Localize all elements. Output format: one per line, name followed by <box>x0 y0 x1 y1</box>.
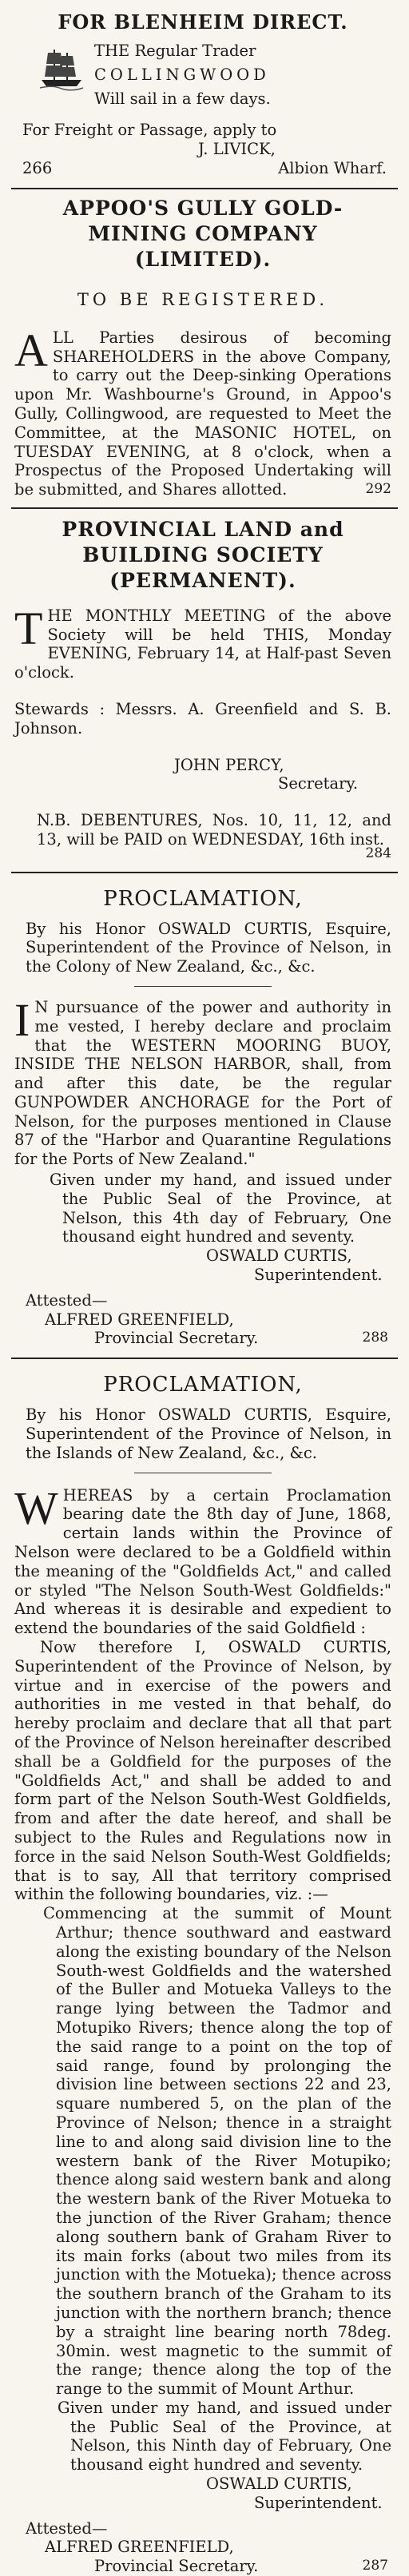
ad-ref-number: 266 <box>22 158 53 177</box>
signer-name: OSWALD CURTIS, <box>206 1246 352 1266</box>
attester-role: Provincial Secretary. <box>94 2557 259 2576</box>
drop-cap: T <box>14 602 43 654</box>
signer-role: Secretary. <box>278 774 359 793</box>
agent-address: Albion Wharf. <box>278 158 387 177</box>
sail-notice: Will sail in a few days. <box>94 89 271 108</box>
attester-role: Provincial Secretary. <box>94 1329 259 1348</box>
vessel-name: COLLINGWOOD <box>94 65 270 84</box>
ad-subtitle: TO BE REGISTERED. <box>77 289 329 309</box>
stewards-line: Stewards : Messrs. A. Greenfield and S. B. Johnson. <box>14 699 391 737</box>
ad-proclamation-goldfield <box>0 1359 409 2576</box>
ad-appoos-gully <box>0 189 409 499</box>
ad-title: APPOO'S GULLY GOLD-MINING COMPANY (LIMITED). <box>62 196 343 271</box>
ad-vessel-line1: THE Regular Trader <box>94 42 256 60</box>
proclamation-byline: By his Honor OSWALD CURTIS, Esquire, Superintendent of the Province of Nelson, in the Islands of New Zealand, &c., &c. <box>26 1405 391 1462</box>
attested-label: Attested— <box>26 2518 108 2538</box>
freight-notice: For Freight or Passage, apply to <box>22 121 277 140</box>
ad-footer <box>14 2557 391 2576</box>
boundaries-paragraph: Commencing at the summit of Mount Arthur; thence southward and eastward along the existing boundary of the Nelson South-west Goldfields and the watershed of the Buller and Motueka Valleys to the range lying between the Tadmor and Motupiko Rivers; thence along the top of the said range to a point on the top of said range, found by prolonging the division line between sections 22 and 23, square numbered 5, on the plan of the Province of Nelson; thence in a straight line to and along said division line to the western bank of the River Motupiko; thence along said western bank and along the western bank of the River Motueka to the junction of the River Graham; thence along southern bank of Graham River to its main forks (about two miles from its junction with the Motueka); thence across the southern branch of the Graham to its junction with the northern branch; thence by a straight line bearing north 78deg. 30min. west magnetic to the summit of the range; thence along the top of the range to the summit of Mount Arthur. <box>43 1904 391 2399</box>
given-under-hand: Given under my hand, and issued under the Public Seal of the Province, at Nelson, this Ninth day of February, One thousand eight hundred and seventy. <box>58 2398 391 2475</box>
ad-ref-number: 292 <box>365 480 391 497</box>
drop-cap: W <box>14 1481 58 1534</box>
signer-name: OSWALD CURTIS, <box>206 2475 352 2494</box>
ad-title: FOR BLENHEIM DIRECT. <box>58 10 348 34</box>
nb-notice: N.B. DEBENTURES, Nos. 10, 11, 12, and 13, will be PAID on WEDNESDAY, 16th inst. <box>37 811 391 849</box>
ad-provincial-land <box>0 509 409 864</box>
ad-blenheim <box>0 0 409 178</box>
drop-cap: A <box>14 324 48 376</box>
ad-ref-number: 284 <box>365 845 391 861</box>
ad-footer <box>14 1329 391 1348</box>
attester-name: ALFRED GREENFIELD, <box>45 1310 234 1329</box>
proclamation-byline: By his Honor OSWALD CURTIS, Esquire, Superintendent of the Province of Nelson, in the Colony of New Zealand, &c., &c. <box>26 919 391 976</box>
signer-role: Superintendent. <box>254 2493 383 2512</box>
ad-title: PROCLAMATION, <box>103 886 303 911</box>
ad-proclamation-anchorage <box>0 873 409 1349</box>
attested-label: Attested— <box>26 1290 108 1310</box>
whereas-paragraph: HEREAS by a certain Proclamation bearing date the 8th day of June, 1868, certain lands within the Province of Nelson were declared to be a Goldfield within the meaning of the "Goldfields Act," and called or styled "The Nelson South-West Goldfields:" And whereas it is desirable and expedient to extend the boundaries of the said Goldfield : <box>14 1485 391 1638</box>
divider <box>134 986 272 987</box>
ad-footer <box>14 159 391 178</box>
attester-name: ALFRED GREENFIELD, <box>45 2538 234 2557</box>
signer-role: Superintendent. <box>254 1266 383 1285</box>
ad-body: LL Parties desirous of becoming SHAREHOLDERS in the above Company, to carry out the Deep-sinking Operations upon Mr. Washbourne's Ground, in Appoo's Gully, Collingwood, are requested to Meet the Committee, at the MASONIC HOTEL, on TUESDAY EVENING, at 8 o'clock, when a Prospectus of the Proposed Undertaking will be submitted, and Shares allotted. <box>14 328 391 499</box>
signer-name: JOHN PERCY, <box>174 755 284 774</box>
given-under-hand: Given under my hand, and issued under the Public Seal of the Province, at Nelson, this 4th day of February, One thousand eight hundred and seventy. <box>50 1171 391 1246</box>
ad-ref-number: 287 <box>362 2558 388 2574</box>
ship-icon <box>37 45 86 91</box>
drop-cap: I <box>14 993 30 1046</box>
now-therefore-paragraph: Now therefore I, OSWALD CURTIS, Superintendent of the Province of Nelson, by virtue and in exercise of the powers and authorities in me vested in that behalf, do hereby proclaim and declare that all that part of the Province of Nelson hereinafter described shall be a Goldfield for the purposes of the "Goldfields Act," and shall be added to and form part of the Nelson South-West Goldfields, from and after the date hereof, and shall be subject to the Rules and Regulations now in force in the said Nelson South-West Goldfields; that is to say, All that territory comprised within the following boundaries, viz. :— <box>14 1638 391 1904</box>
ad-body: N pursuance of the power and authority in me vested, I hereby declare and proclaim that the WESTERN MOORING BUOY, INSIDE THE NELSON HARBOR, shall, from and after this date, be the regular GUNPOWDER ANCHORAGE for the Port of Nelson, for the purposes mentioned in Clause 87 of the "Harbor and Quarantine Regulations for the Ports of New Zealand." <box>14 997 391 1169</box>
ad-title: PROVINCIAL LAND and BUILDING SOCIETY (PERMANENT). <box>62 517 344 592</box>
ad-title: PROCLAMATION, <box>103 1373 303 1397</box>
agent-name: J. LIVICK, <box>198 140 276 159</box>
ad-ref-number: 288 <box>362 1330 388 1346</box>
ad-body: HE MONTHLY MEETING of the above Society will be held THIS, Monday EVENING, February 14, at Half-past Seven o'clock. <box>14 606 391 682</box>
